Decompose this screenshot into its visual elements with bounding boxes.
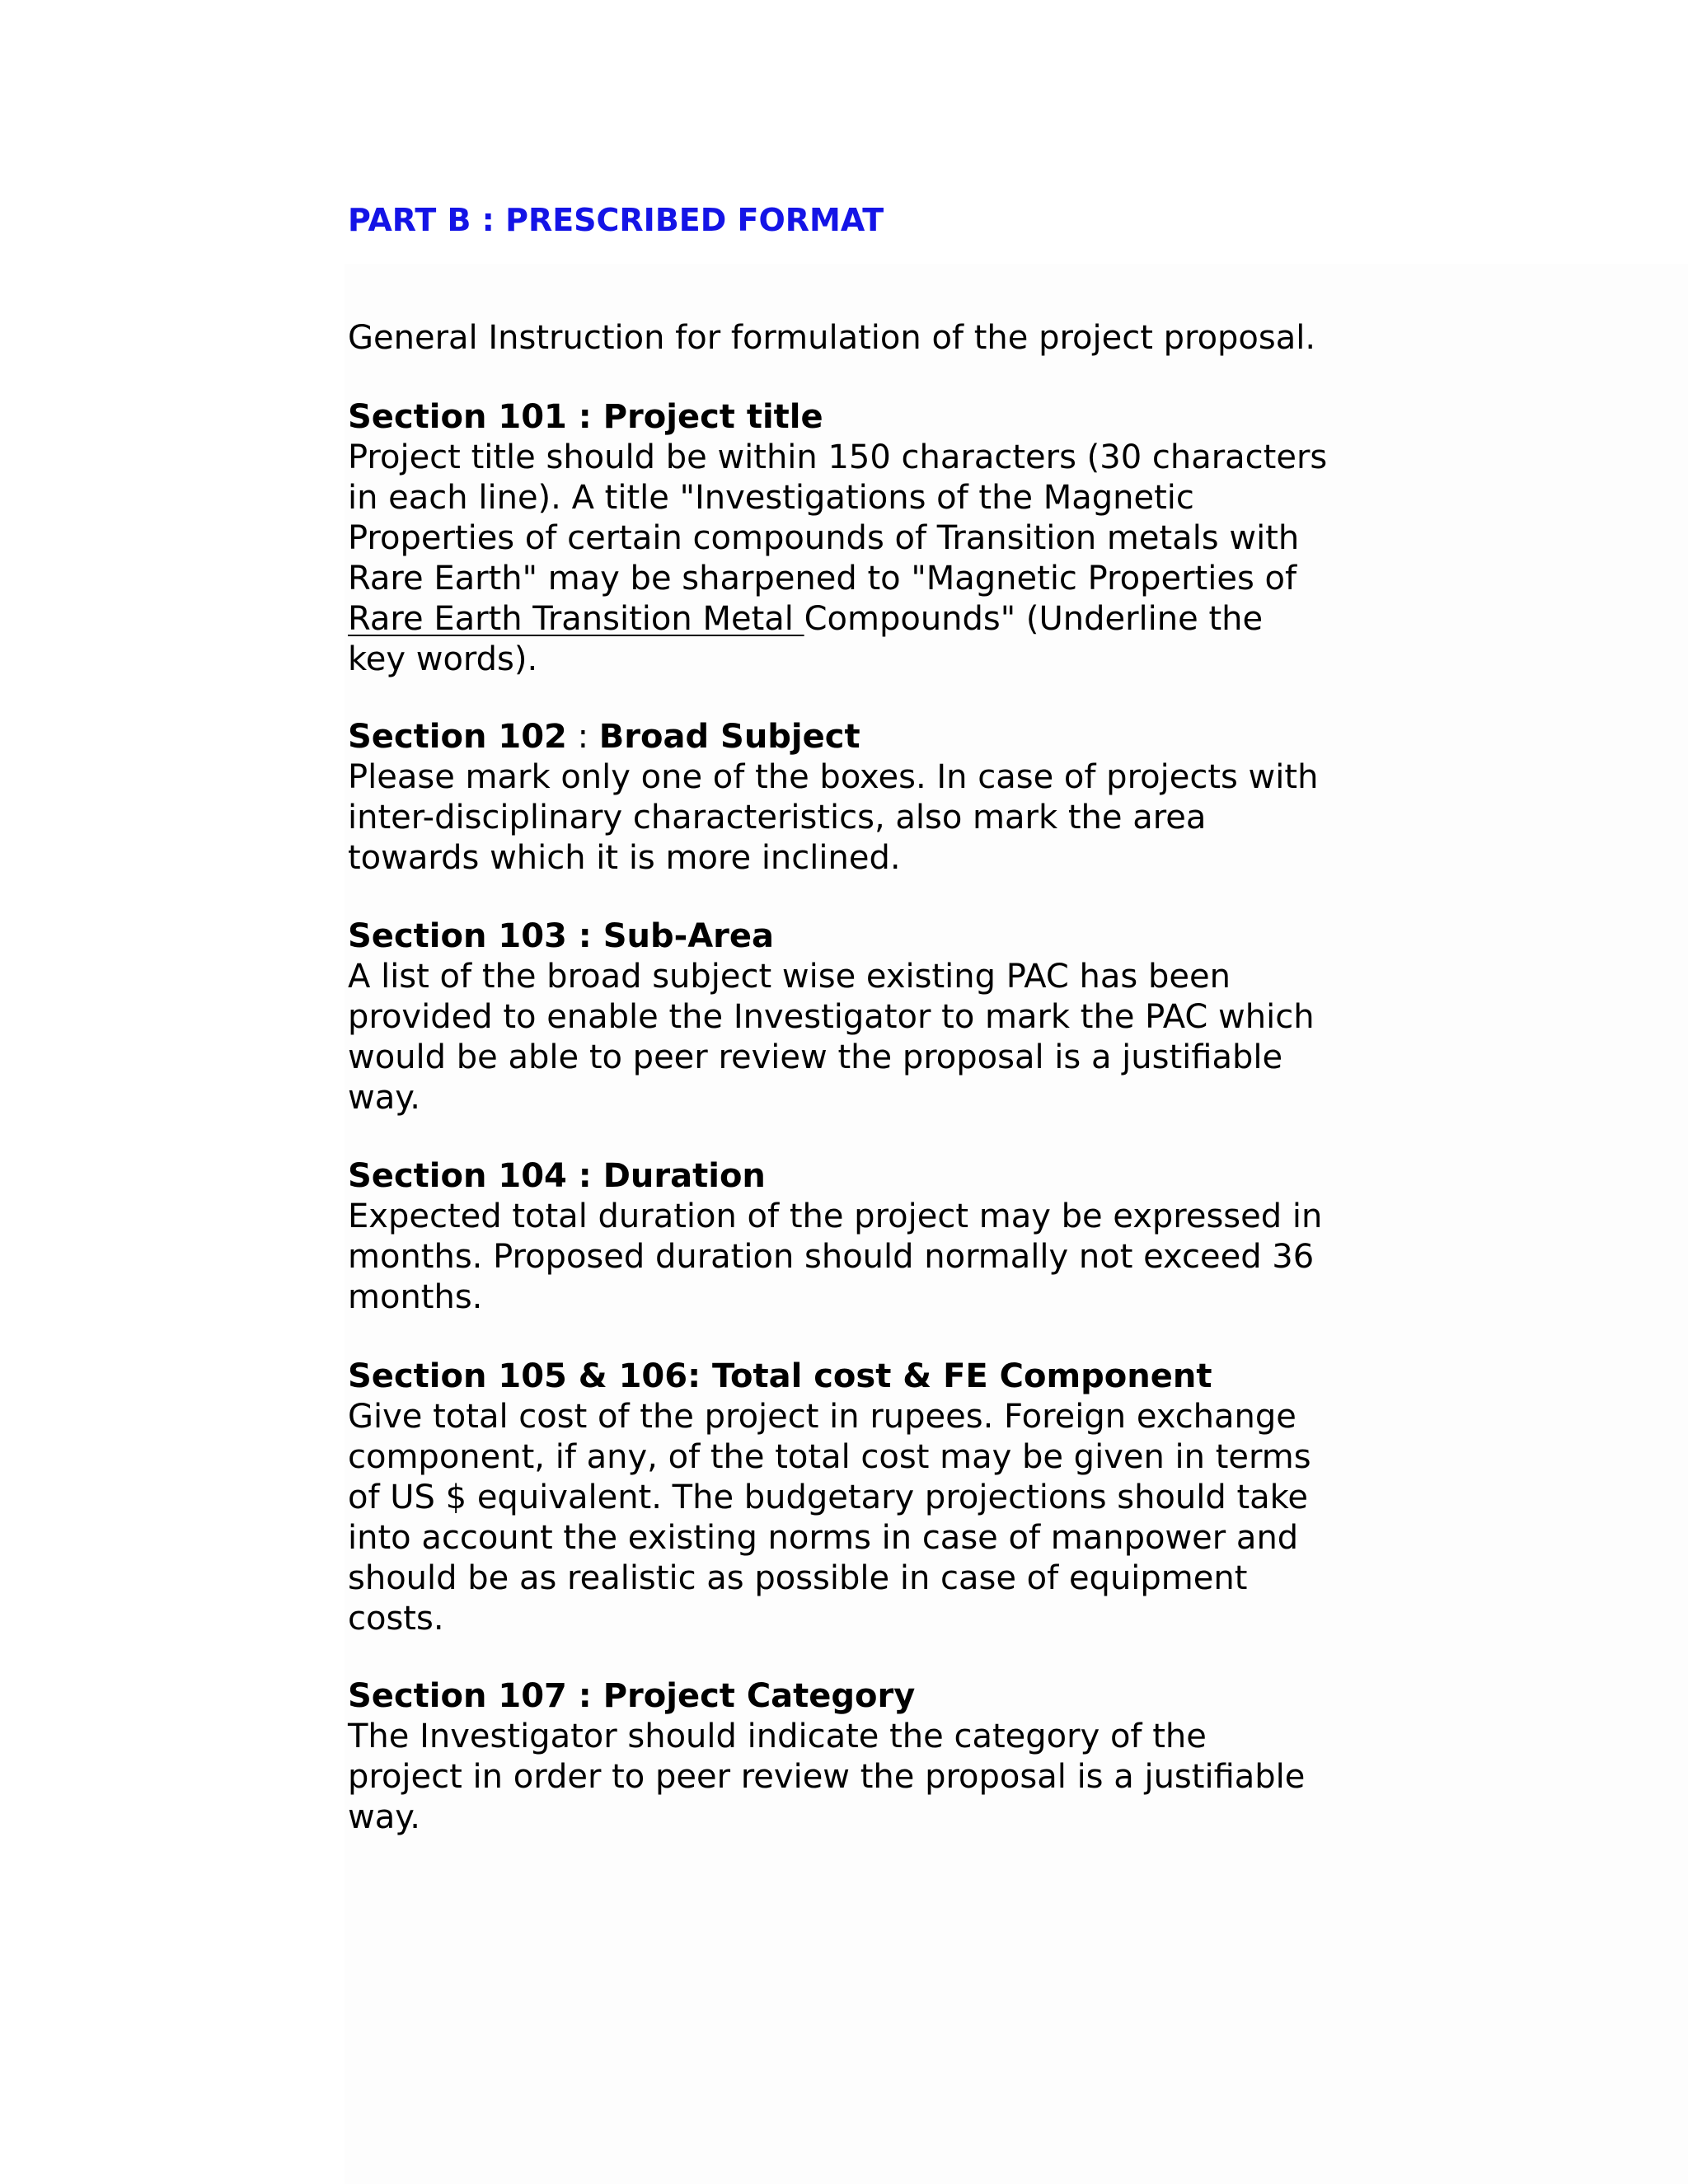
section-102-heading-number: Section 102	[348, 718, 567, 756]
section-102-line-2: inter-disciplinary characteristics, also mark the area	[348, 799, 1207, 837]
section-107-heading: Section 107 : Project Category	[348, 1677, 916, 1715]
document-body	[348, 196, 1378, 1836]
section-104-heading: Section 104 : Duration	[348, 1157, 766, 1195]
section-101-line-5-rest: Compounds" (Underline the	[804, 600, 1264, 638]
section-102-line-3: towards which it is more inclined.	[348, 839, 901, 877]
section-104-line-2: months. Proposed duration should normally not exceed 36	[348, 1238, 1315, 1276]
section-101-line-2: in each line). A title "Investigations of the Magnetic	[348, 479, 1194, 517]
section-103	[348, 916, 1378, 1118]
section-101-line-1: Project title should be within 150 characters (30 characters	[348, 438, 1328, 476]
section-101	[348, 397, 1378, 680]
section-103-line-2: provided to enable the Investigator to mark the PAC which	[348, 998, 1315, 1036]
section-104-line-3: months.	[348, 1278, 483, 1316]
section-107	[348, 1676, 1378, 1838]
section-103-line-1: A list of the broad subject wise existing PAC has been	[348, 958, 1231, 996]
section-107-body	[348, 1717, 1378, 1838]
section-103-line-3: would be able to peer review the proposal is a justifiable	[348, 1038, 1283, 1076]
section-101-line-5	[348, 599, 1378, 640]
section-101-line-3: Properties of certain compounds of Transition metals with	[348, 519, 1300, 557]
section-102-heading	[348, 717, 1378, 757]
section-102-line-1: Please mark only one of the boxes. In case of projects with	[348, 758, 1319, 796]
section-104	[348, 1156, 1378, 1318]
section-103-line-4: way.	[348, 1079, 420, 1117]
section-105-106-line-6: costs.	[348, 1600, 444, 1638]
general-instruction: General Instruction for formulation of the project proposal.	[348, 319, 1316, 357]
section-101-heading: Section 101 : Project title	[348, 398, 823, 436]
part-title: PART B : PRESCRIBED FORMAT	[348, 202, 884, 238]
underlined-keywords: Rare Earth Transition Metal	[348, 600, 804, 638]
section-102	[348, 717, 1378, 879]
section-103-body	[348, 957, 1378, 1118]
section-102-heading-colon: :	[566, 718, 599, 756]
section-105-106-line-5: should be as realistic as possible in case of equipment	[348, 1559, 1248, 1597]
section-102-body	[348, 757, 1378, 879]
section-105-106-line-1: Give total cost of the project in rupees. Foreign exchange	[348, 1398, 1296, 1436]
section-105-106-line-3: of US $ equivalent. The budgetary projections should take	[348, 1479, 1309, 1516]
section-101-line-6: key words).	[348, 640, 538, 678]
section-105-106	[348, 1357, 1378, 1639]
section-105-106-heading: Section 105 & 106: Total cost & FE Component	[348, 1357, 1212, 1395]
section-105-106-line-2: component, if any, of the total cost may be given in terms	[348, 1438, 1311, 1476]
section-107-line-3: way.	[348, 1798, 420, 1836]
section-102-heading-title: Broad Subject	[598, 718, 860, 756]
section-104-line-1: Expected total duration of the project may be expressed in	[348, 1197, 1323, 1235]
section-101-body	[348, 438, 1378, 680]
section-105-106-line-4: into account the existing norms in case of manpower and	[348, 1519, 1299, 1557]
section-103-heading: Section 103 : Sub-Area	[348, 917, 775, 955]
section-105-106-body	[348, 1397, 1378, 1639]
section-107-line-2: project in order to peer review the proposal is a justifiable	[348, 1758, 1306, 1796]
section-101-line-4: Rare Earth" may be sharpened to "Magnetic Properties of	[348, 560, 1297, 598]
section-104-body	[348, 1197, 1378, 1318]
section-107-line-1: The Investigator should indicate the category of the	[348, 1718, 1207, 1755]
